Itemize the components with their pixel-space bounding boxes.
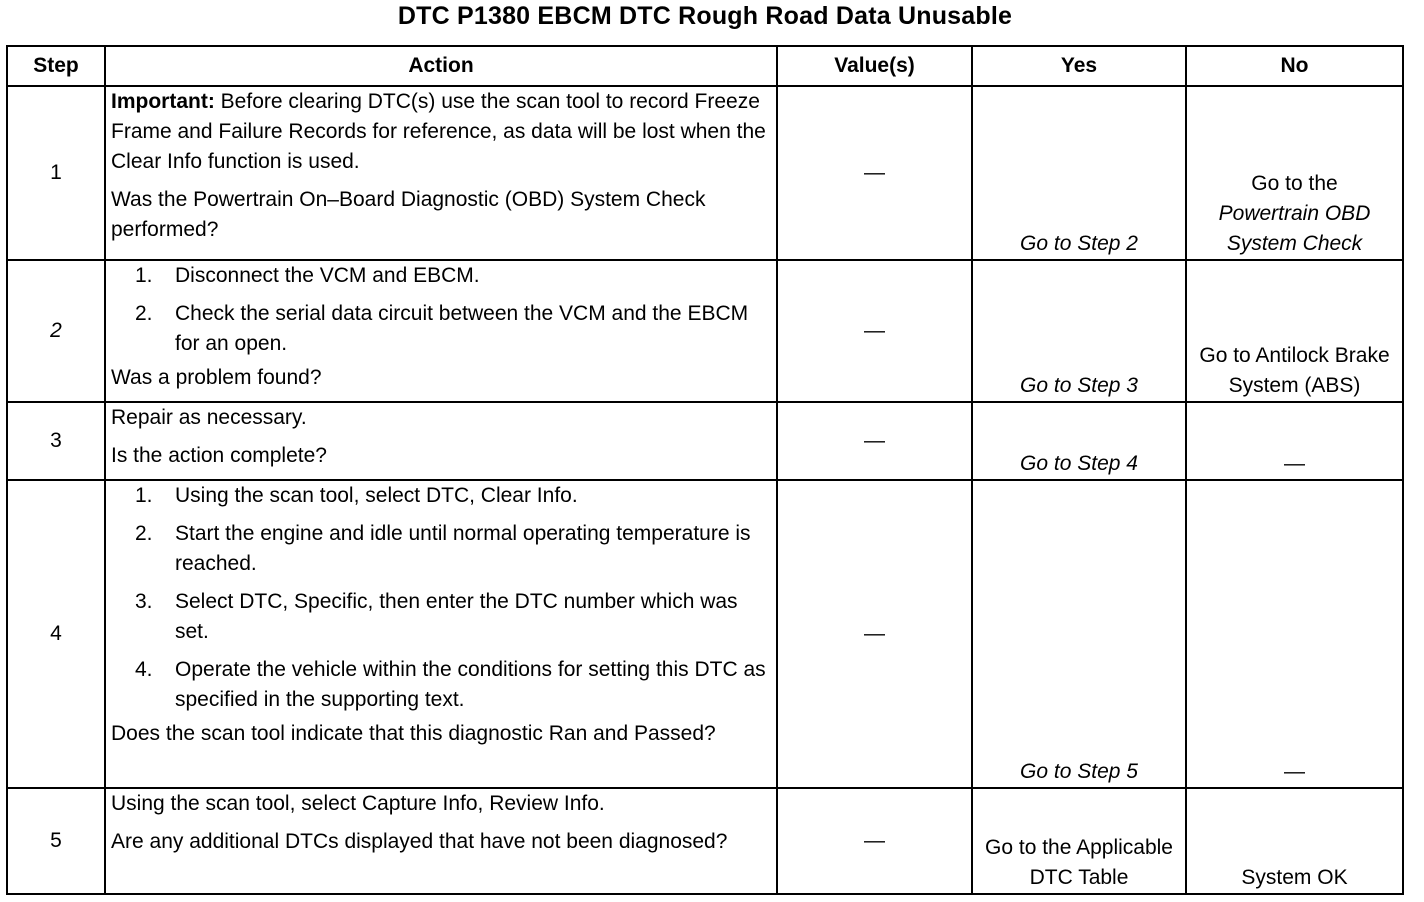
action-cell (105, 402, 777, 480)
yes-cell: Go to the Applicable DTC Table (972, 788, 1186, 894)
important-label: Important: (111, 90, 215, 113)
value-cell: — (777, 260, 972, 402)
list-item-number: 2. (135, 522, 153, 545)
yes-cell: Go to Step 4 (972, 402, 1186, 480)
no-cell: System OK (1186, 788, 1403, 894)
list-item (111, 261, 771, 291)
yes-cell: Go to Step 5 (972, 480, 1186, 788)
list-item (111, 655, 771, 715)
question-text: Was a problem found? (111, 366, 322, 389)
action-cell (105, 788, 777, 894)
question-text: Does the scan tool indicate that this diagnostic Ran and Passed? (111, 722, 716, 745)
step-number: 1 (7, 86, 105, 260)
value-cell: — (777, 480, 972, 788)
no-cell: Go to Antilock Brake System (ABS) (1186, 260, 1403, 402)
diagnostic-table (6, 45, 1404, 895)
list-item-number: 1. (135, 484, 153, 507)
list-item-text: Select DTC, Specific, then enter the DTC number which was set. (175, 590, 738, 643)
list-item (111, 519, 771, 579)
header-step: Step (7, 46, 105, 86)
action-cell (105, 260, 777, 402)
list-item-text: Operate the vehicle within the conditions for setting this DTC as specified in the supporting text. (175, 658, 766, 711)
question-text: Was the Powertrain On–Board Diagnostic (OBD) System Check performed? (111, 188, 706, 241)
list-item-number: 2. (135, 302, 153, 325)
step-number: 3 (7, 402, 105, 480)
header-values: Value(s) (777, 46, 972, 86)
table-row-step-2 (7, 260, 1403, 402)
yes-cell: Go to Step 2 (972, 86, 1186, 260)
header-yes: Yes (972, 46, 1186, 86)
list-item-text: Start the engine and idle until normal operating temperature is reached. (175, 522, 751, 575)
list-item-number: 3. (135, 590, 153, 613)
no-prefix: Go to the (1251, 172, 1338, 195)
no-cell: — (1186, 480, 1403, 788)
list-item-text: Using the scan tool, select DTC, Clear Info. (175, 484, 578, 507)
step-number: 4 (7, 480, 105, 788)
list-item-text: Disconnect the VCM and EBCM. (175, 264, 480, 287)
action-cell (105, 480, 777, 788)
procedure-list (111, 261, 771, 359)
table-row-step-5 (7, 788, 1403, 894)
value-cell: — (777, 402, 972, 480)
header-action: Action (105, 46, 777, 86)
important-text: Before clearing DTC(s) use the scan tool to record Freeze Frame and Failure Records for reference, as data will be lost when the Clear Info function is used. (111, 90, 766, 173)
action-text: Using the scan tool, select Capture Info, Review Info. (111, 792, 605, 815)
list-item (111, 587, 771, 647)
important-note (111, 87, 771, 177)
header-no: No (1186, 46, 1403, 86)
question-text: Are any additional DTCs displayed that have not been diagnosed? (111, 830, 728, 853)
value-cell: — (777, 86, 972, 260)
question-text: Is the action complete? (111, 444, 327, 467)
list-item-text: Check the serial data circuit between the VCM and the EBCM for an open. (175, 302, 749, 355)
list-item-number: 1. (135, 264, 153, 287)
list-item (111, 481, 771, 511)
list-item (111, 299, 771, 359)
yes-cell: Go to Step 3 (972, 260, 1186, 402)
no-reference: Powertrain OBD System Check (1218, 202, 1371, 255)
table-header-row (7, 46, 1403, 86)
value-cell: — (777, 788, 972, 894)
no-cell: — (1186, 402, 1403, 480)
table-row-step-1 (7, 86, 1403, 260)
action-cell (105, 86, 777, 260)
procedure-list (111, 481, 771, 715)
no-cell (1186, 86, 1403, 260)
step-number: 2 (7, 260, 105, 402)
document-title: DTC P1380 EBCM DTC Rough Road Data Unusable (397, 2, 1013, 30)
table-row-step-4 (7, 480, 1403, 788)
list-item-number: 4. (135, 658, 153, 681)
table-row-step-3 (7, 402, 1403, 480)
action-text: Repair as necessary. (111, 406, 307, 429)
step-number: 5 (7, 788, 105, 894)
